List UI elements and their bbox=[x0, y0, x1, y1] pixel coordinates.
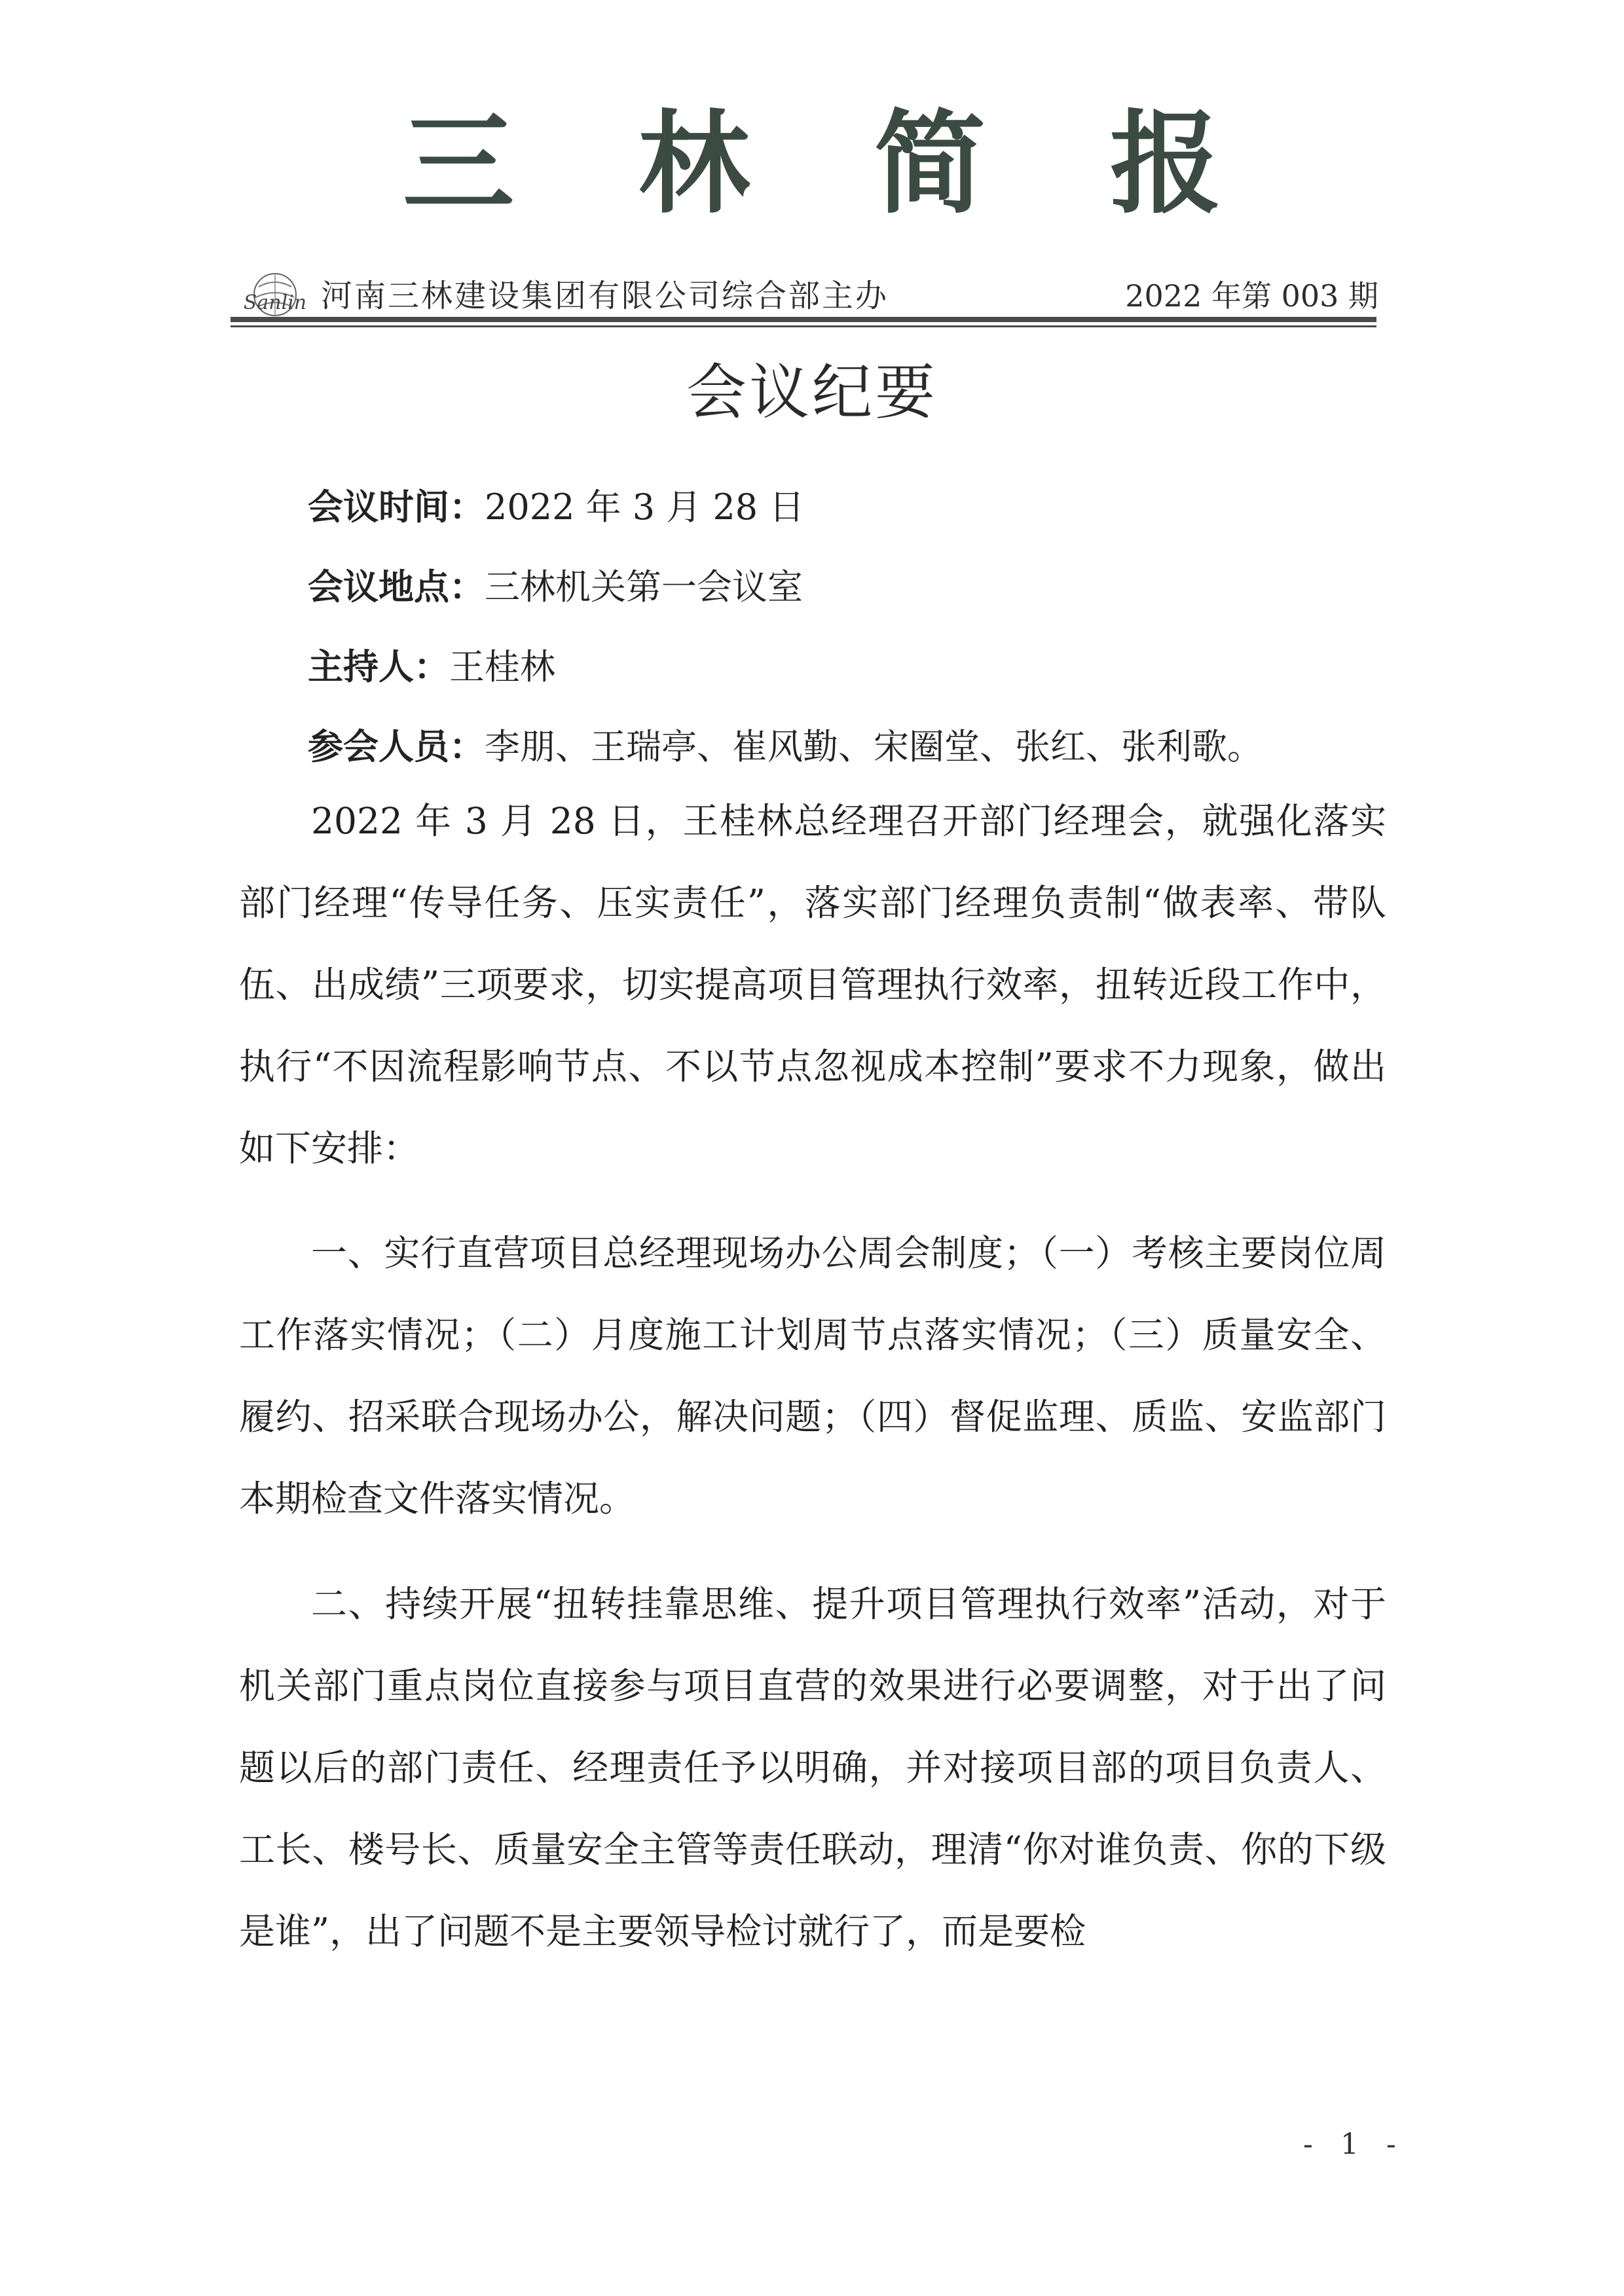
svg-text:Sanlin: Sanlin bbox=[243, 291, 307, 314]
meeting-attendees-value: 李朋、王瑞亭、崔风勤、宋圈堂、张红、张利歌。 bbox=[485, 726, 1263, 767]
body-paragraph-item-2: 二、持续开展“扭转挂靠思维、提升项目管理执行效率”活动，对于机关部门重点岗位直接参与项目直营的效果进行必要调整，对于出了问题以后的部门责任、经理责任予以明确，并对接项目部的项目负责人、工长、楼号长、质量安全主管等责任联动，理清“你对谁负责、你的下级是谁”，出了问题不是主要领导检讨就行了，而是要检 bbox=[239, 1583, 1386, 1952]
meeting-time bbox=[308, 484, 804, 530]
meeting-place-value: 三林机关第一会议室 bbox=[485, 566, 803, 608]
issuer-name: 河南三林建设集团有限公司综合部主办 bbox=[321, 278, 889, 314]
meeting-host bbox=[308, 644, 555, 690]
body-paragraph-intro: 2022 年 3 月 28 日，王桂林总经理召开部门经理会，就强化落实部门经理“传导任务、压实责任”，落实部门经理负责制“做表率、带队伍、出成绩”三项要求，切实提高项目管理执行效率，扭转近段工作中，执行“不因流程影响节点、不以节点忽视成本控制”要求不力现象，做出如下安排： bbox=[239, 800, 1386, 1169]
meeting-attendees bbox=[308, 724, 1263, 770]
meeting-host-label: 主持人： bbox=[308, 646, 449, 687]
masthead-title: 三林简报 bbox=[402, 98, 1346, 229]
meeting-time-value: 2022 年 3 月 28 日 bbox=[485, 486, 805, 528]
meeting-place-label: 会议地点： bbox=[308, 566, 485, 608]
meeting-place bbox=[308, 564, 803, 610]
body-paragraph-item-1: 一、实行直营项目总经理现场办公周会制度；（一）考核主要岗位周工作落实情况；（二）月度施工计划周节点落实情况；（三）质量安全、履约、招采联合现场办公，解决问题；（四）督促监理、质监、安监部门本期检查文件落实情况。 bbox=[239, 1232, 1386, 1520]
page-number: - 1 - bbox=[1303, 2128, 1405, 2161]
meeting-time-label: 会议时间： bbox=[308, 486, 485, 528]
issue-number: 2022 年第 003 期 bbox=[1125, 278, 1378, 314]
document-title: 会议纪要 bbox=[686, 357, 938, 428]
header-rule-thin bbox=[231, 325, 1376, 327]
header-rule-thick bbox=[231, 317, 1376, 322]
meeting-attendees-label: 参会人员： bbox=[308, 726, 485, 767]
meeting-host-value: 王桂林 bbox=[449, 646, 555, 687]
